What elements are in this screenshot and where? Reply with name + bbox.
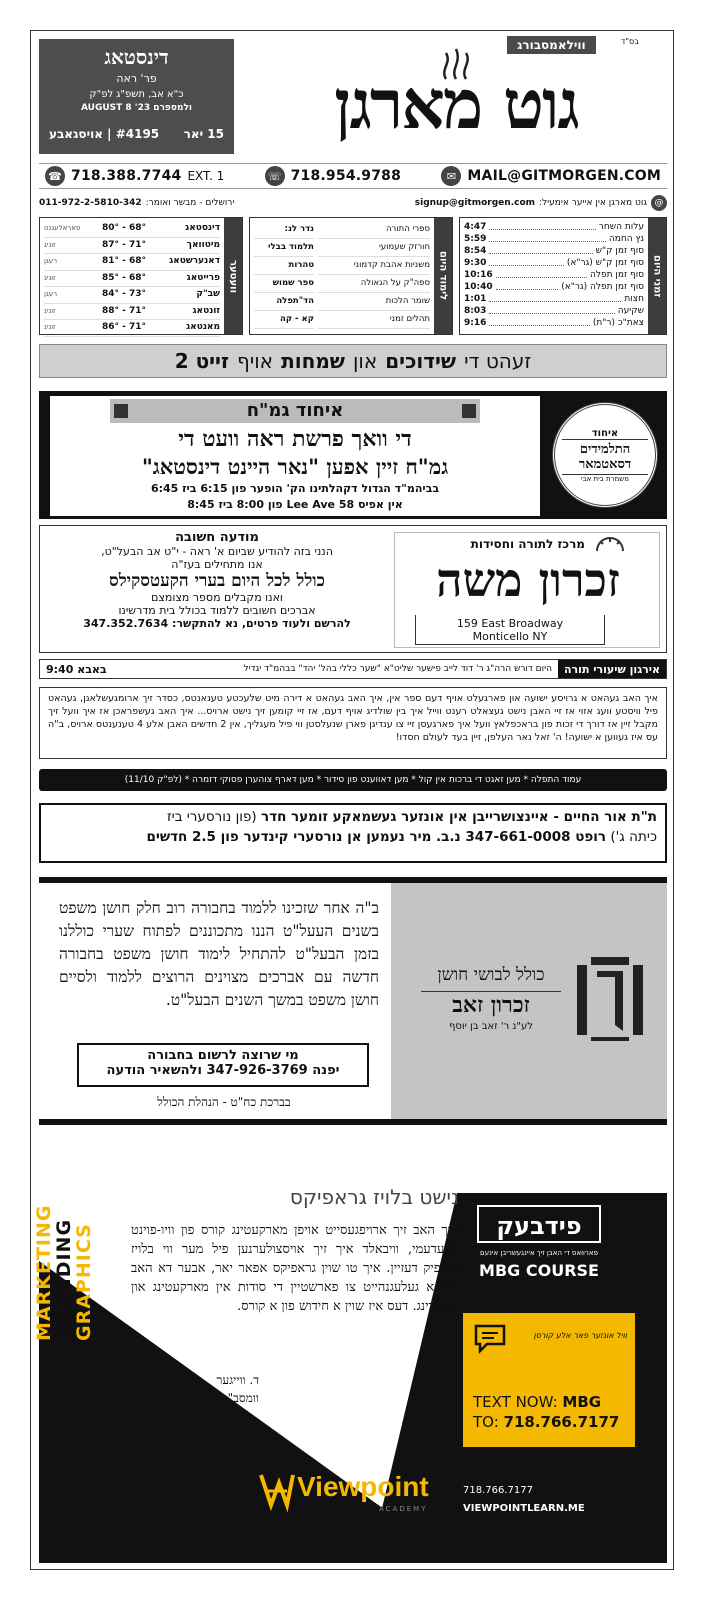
shiur-bar xyxy=(39,659,667,679)
issue-number: #4195 | אויסגאבע xyxy=(49,127,160,141)
zmanim-row xyxy=(464,233,644,245)
zm-address2: Monticello NY xyxy=(472,630,548,643)
weather-row xyxy=(44,254,220,271)
zmanim-time: 8:54 xyxy=(464,246,487,256)
zm-address1: 159 East Broadway xyxy=(456,617,564,630)
daycare-ad xyxy=(39,803,667,863)
gemach-title-bar xyxy=(110,399,480,423)
weather-row xyxy=(44,238,220,255)
zmanim-dots xyxy=(489,305,614,314)
chat-bubble-icon xyxy=(473,1323,507,1353)
jerusalem-group xyxy=(39,198,234,208)
zmanim-time: 9:30 xyxy=(464,258,487,268)
signup-label: גוט מארגן אין אייער אימעיל: xyxy=(539,198,647,208)
daycare-line2-a: כיתה ג') xyxy=(610,829,657,845)
zm-text3: ואנו מקבלים מספר מצומצם xyxy=(151,591,283,604)
omer-count: 15 יאר xyxy=(183,127,224,141)
zmanim-row xyxy=(464,293,644,305)
zm-address-box xyxy=(415,615,605,645)
jerusalem-label: ירושלים - מבשר ואומר: xyxy=(145,198,235,208)
choshen-box1: מי שרוצה לרשום בחבורה xyxy=(147,1048,299,1063)
viewpoint-logo-icon xyxy=(259,1473,295,1507)
banner-mid: און xyxy=(352,349,378,373)
limud-left-item: טהרות xyxy=(254,257,314,275)
vp-footer-site[interactable]: VIEWPOINTLEARN.ME xyxy=(463,1503,585,1514)
zmanim-row xyxy=(464,269,644,281)
weather-row xyxy=(44,287,220,304)
gemach-ad xyxy=(39,391,667,519)
story-text: איך האב געהאט א גרויסע ישועה און פארגעלט אויף דעם ספר אין, איך האב געהאט א דירה מיט שלעכטע טענאנטס, כסדר זיך ארומגעשלאגן, געהאט פיל וויסטע וועג אזוי אז זיי האבן נישט געצאלט רענט ווייל איך בין שולדיג אויף דעם, אז זיי קומען זיך נישט ארויס... איך האב געשפראכן אז איך וועל זיך מקבל זיין אז דורך די זכות פון בראכפלאץ וועל איך פארגעסן זיי צו ענדיגן פארן שנעלסטן ווי פיל מעגליך, אין 2 חדשים האבן אלע 4 טענענטס ארויס, ב"ה עס איז געווען א ישועה! ה' זאל נאר העלפן, זיין בעד לעולם חסדו! xyxy=(48,693,658,743)
zmanim-label: שקיעה xyxy=(617,306,644,316)
weather-table xyxy=(39,217,243,335)
banner-word2: שמחות xyxy=(281,349,345,373)
to-phone[interactable]: 718.766.7177 xyxy=(503,1413,620,1431)
vp-headline: נישט בלויז גראפיקס xyxy=(289,1185,459,1209)
weather-day: שב"ק xyxy=(196,289,220,299)
weather-day: מאנטאג xyxy=(186,322,220,332)
zmanim-table xyxy=(459,217,667,335)
weather-temp: 80° - 68° xyxy=(101,223,147,233)
shidduchim-banner[interactable] xyxy=(39,344,667,378)
zmanim-label: סוף זמן ק"ש (גר"א) xyxy=(566,258,644,268)
banner-word1: שידוכים xyxy=(385,349,457,373)
phone1[interactable]: 718.388.7744 xyxy=(71,168,182,184)
contact-bar xyxy=(39,163,667,189)
weather-cond: רעגן xyxy=(44,290,58,298)
limud-cols xyxy=(250,218,434,334)
gemach-line3: בביהמ"ד הגדול דקהלתינו הק' הופער פון 6:15 ביז 6:45 xyxy=(150,482,440,495)
weather-tab: וועטער xyxy=(224,218,242,334)
issue-line xyxy=(49,127,224,141)
limud-right-item: תהלים זמני xyxy=(318,311,430,329)
text-now-line xyxy=(473,1393,601,1411)
vertical-branding: BRANDING xyxy=(53,1218,75,1341)
weather-row xyxy=(44,304,220,321)
zmanim-row xyxy=(464,305,644,317)
fax-icon: ☏ xyxy=(265,166,285,186)
limud-left-col xyxy=(254,221,314,331)
zmanim-time: 1:01 xyxy=(464,294,487,304)
daycare-line1-b: (פון נורסערי ביז xyxy=(167,809,257,825)
viewpoint-brand: Viewpoint xyxy=(297,1471,429,1502)
seal-top: איחוד xyxy=(591,427,619,439)
zmanim-row xyxy=(464,245,644,257)
amud-bar xyxy=(39,769,667,791)
weather-cond: זוניג xyxy=(44,273,56,282)
parsha-name: פר' ראה xyxy=(116,72,157,85)
weather-cond: זוניג xyxy=(44,240,56,249)
vp-signer2: וומסב"ג xyxy=(223,1391,259,1405)
zmanim-dots xyxy=(489,245,592,254)
limud-left-item: נדר לנ: xyxy=(254,221,314,239)
limud-left-item: קא - קה xyxy=(254,311,314,329)
vertical-graphics: GRAPHICS xyxy=(73,1223,95,1341)
zmanim-dots xyxy=(489,221,595,230)
zm-notice xyxy=(46,530,388,648)
zmanim-dots xyxy=(489,257,563,266)
zmanim-time: 5:59 xyxy=(464,234,487,244)
weather-day: פרייטאג xyxy=(186,272,220,283)
weather-row xyxy=(44,320,220,337)
choshen-logo-text: כולל לבושי חושן xyxy=(437,965,545,985)
zmanim-row xyxy=(464,221,644,233)
gemach-line1: די וואך פרשת ראה וועט די xyxy=(178,426,412,452)
zm-logo-panel xyxy=(394,532,660,648)
zmanim-dots xyxy=(489,317,589,326)
zm-org-name: זכרון משה xyxy=(436,553,620,607)
weather-cond: פאראלעגנט xyxy=(44,224,81,232)
choshen-box2: יפנה 347-926-3769 ולהשאיר הודעה xyxy=(106,1063,340,1078)
choshen-logo-name: זכרון זאב xyxy=(421,991,561,1018)
feedback-sub: פארוואס די האבן זיך איינגעשריבן אינעם xyxy=(480,1249,598,1257)
limud-right-item: ספה"ק על הגאולה xyxy=(318,275,430,293)
limud-table xyxy=(249,217,453,335)
seal-bottom: משמרת בית אבי xyxy=(581,474,629,483)
weather-temp: 81° - 68° xyxy=(101,256,147,266)
mail-circle-icon: @ xyxy=(651,195,667,211)
title-square-right xyxy=(462,404,476,418)
zmanim-dots xyxy=(496,269,587,278)
weather-temp: 86° - 71° xyxy=(101,322,147,332)
gemach-line2: גמ"ח זיין אפען "נאר היינט דינסטאג" xyxy=(141,454,449,479)
limud-tab: לימוד היום xyxy=(434,218,452,334)
banner-pre: זעהט די xyxy=(464,349,532,373)
limud-left-item: תלמוד בבלי xyxy=(254,239,314,257)
text-now-code: MBG xyxy=(562,1393,602,1411)
book-pillars-icon xyxy=(575,955,645,1045)
weather-list xyxy=(40,218,224,334)
vp-body: איך האב זיך ארויפגעסייט אויפן מארקעטינג קורס פון וויו-פוינט אקעדעמי, וויבאלד איך זיך אויסצולערנען פיל מער ווי בלויז גראפיק דעזיין. איך טו שוין גראפיקס אפאר יאר, אבער דא האב איך א געלעגנהייט צו פארשטיין די סודות אין מארקעטינג און ברענדינג. דעס איז שוין א חידוש פון א קורס. xyxy=(131,1223,459,1314)
story-box xyxy=(39,687,667,759)
masthead-title: גוט מארגן xyxy=(334,65,578,145)
banner-post: אויף xyxy=(236,349,274,373)
date-block xyxy=(39,39,234,154)
vp-footer-phone[interactable]: 718.766.7177 xyxy=(463,1485,533,1496)
weather-temp: 88° - 71° xyxy=(101,305,147,316)
day-name: דינסטאג xyxy=(104,45,169,69)
weather-row xyxy=(44,271,220,288)
phone2-group xyxy=(265,166,401,186)
satmar-seal xyxy=(552,402,658,508)
weather-cond: זוניג xyxy=(44,306,56,315)
zm-highlight: כולל לכל היום בערי הקעטסקילס xyxy=(109,571,325,591)
weather-day: דאנערשטאג xyxy=(169,256,220,266)
zmanim-label: סוף זמן תפלה xyxy=(590,270,644,280)
jerusalem-phone[interactable]: 011-972-2-5810-342 xyxy=(39,198,142,208)
daycare-line1-a: ת"ת אור החיים - איינצושרייבן אין אונזער געשמאקע זומער חדר xyxy=(261,809,657,825)
viewpoint-brand-sub: ACADEMY xyxy=(379,1505,428,1513)
zmanim-label: צאת"כ (ר"ת) xyxy=(592,318,644,328)
zm-text2: אנו מתחילים בעז"ה xyxy=(171,558,263,571)
gemach-line4: אין אפיס 58 Lee Ave פון 8:00 ביז 8:45 xyxy=(187,498,403,511)
shiur-time: באבא 9:40 xyxy=(46,662,107,676)
zmanim-time: 4:47 xyxy=(464,222,487,232)
choshen-para: ב"ה אחר שזכינו ללמוד בחבורה רוב חלק חושן משפט בשנים העעל"ט הננו מתכוננים לפתוח שערי כוללנו בזמן הבעל"ט להתחיל לימוד חושן משפט בחבורה חדשה עם אברכים מצוינים הרוצים ללמוד ולסיים חושן משפט במשך השנים הבעל"ט. xyxy=(59,899,379,1009)
limud-right-item: חורזק שעמועי xyxy=(318,239,430,257)
location-badge: ווילאמסבורג xyxy=(507,36,596,54)
zmanim-time: 8:03 xyxy=(464,306,487,316)
signup-email[interactable]: signup@gitmorgen.com xyxy=(414,198,536,208)
zmanim-time: 10:40 xyxy=(464,282,493,292)
zmanim-row xyxy=(464,281,644,293)
limud-right-item: שומר הלכות xyxy=(318,293,430,311)
phone1-group xyxy=(45,166,224,186)
email-group xyxy=(441,166,661,186)
limud-left-item: הד"תפלה xyxy=(254,293,314,311)
newsletter-page xyxy=(30,30,674,1570)
hebrew-date: כ"א אב, תשפ"ג לפ"ק xyxy=(89,89,184,100)
zmanim-label: סוף זמן ק"ש xyxy=(595,246,644,256)
zmanim-list xyxy=(460,218,648,334)
email-icon: ✉ xyxy=(441,166,461,186)
seal-main: התלמידים דסאטמאר xyxy=(562,439,648,475)
limud-right-col xyxy=(318,221,430,331)
to-line xyxy=(473,1413,619,1431)
choshen-ad xyxy=(39,877,667,1125)
limud-right-item: משניות אהבת קדמוני xyxy=(318,257,430,275)
phone2[interactable]: 718.954.9788 xyxy=(290,168,402,184)
zmanim-tab: זמני היום xyxy=(648,218,666,334)
zm-text1: הנני בזה להודיע שביום א' ראה - י"ט אב הבעל"ט, xyxy=(101,545,333,558)
zmanim-label: נץ החמה xyxy=(608,234,644,244)
weather-temp: 85° - 68° xyxy=(101,272,147,283)
zmanim-time: 9:16 xyxy=(464,318,487,328)
bubble-text: וויל אונזער פאר אלע קורסן xyxy=(533,1331,627,1340)
viewpoint-ad xyxy=(33,1141,667,1563)
email-address[interactable]: MAIL@GITMORGEN.COM xyxy=(467,168,661,184)
daycare-line2 xyxy=(49,829,657,845)
vertical-marketing: MARKETING xyxy=(33,1204,55,1341)
zmanim-dots xyxy=(489,293,621,302)
weather-day: דינסטאג xyxy=(185,223,220,233)
bsd-label: בס"ד xyxy=(621,37,639,46)
gemach-text-panel xyxy=(50,396,540,516)
shiur-text: היום דורש הרה"ג ר' דוד לייב פישער שליט"א "שער כללי בהל' יהד" בבהמ"ד יגדיל xyxy=(243,664,552,674)
choshen-logo-sub: לע"נ ר' זאב בן יוסף xyxy=(449,1021,533,1032)
phone1-ext: EXT. 1 xyxy=(187,169,225,183)
to-label: TO: xyxy=(473,1413,499,1431)
zm-text4: אברכים חשובים ללמוד בכולל בית מדרשינו xyxy=(118,604,316,617)
choshen-sign: בברכת כח"ט - הנהלת הכולל xyxy=(157,1095,291,1109)
phone-icon: ☎ xyxy=(45,166,65,186)
subheader-bar xyxy=(39,193,667,213)
vp-signer1: ד. ווייגער xyxy=(216,1373,259,1387)
zm-org-top: מרכז לתורה וחסידות xyxy=(470,537,585,551)
mbg-course: MBG COURSE xyxy=(479,1261,599,1280)
gemach-title: איחוד גמ"ח xyxy=(246,400,344,421)
banner-page: זייט 2 xyxy=(174,349,229,373)
zmanim-row xyxy=(464,317,644,329)
title-square-left xyxy=(114,404,128,418)
signup-group xyxy=(415,195,667,211)
text-now-panel[interactable] xyxy=(463,1313,635,1447)
weather-row xyxy=(44,221,220,238)
text-now-label: TEXT NOW: xyxy=(473,1393,558,1411)
amud-text: עמוד התפלה * מען זאגט די ברכות אין קול * מען דאווענט פון סידור * מען דארף צוהערן פסוקי דזמרה * (לפ"ק 11/10) xyxy=(124,775,582,785)
zm-notice-title: מודעה חשובה xyxy=(175,530,259,545)
daycare-line1 xyxy=(49,809,657,825)
zmanim-label: חצות xyxy=(624,294,644,304)
weather-temp: 87° - 71° xyxy=(101,239,147,250)
weather-temp: 84° - 73° xyxy=(101,289,147,299)
zmanim-dots xyxy=(489,233,606,242)
shiur-label: אירגון שיעורי תורה xyxy=(558,660,666,678)
masthead-logo xyxy=(246,41,666,156)
limud-left-item: ספר שמוש xyxy=(254,275,314,293)
daycare-line2-b[interactable]: רופט 347-661-0008 נ.ב. מיר נעמען אן נורסערי קינדער פון 2.5 חדשים xyxy=(146,829,607,845)
zmanim-label: סוף זמן תפלה (גר"א) xyxy=(561,282,644,292)
zmanim-row xyxy=(464,257,644,269)
feedback-badge: פידבעק xyxy=(477,1205,601,1243)
zmanim-label: עלות השחר xyxy=(598,222,644,232)
weather-cond: רעגן xyxy=(44,257,58,265)
zmanim-dots xyxy=(496,281,559,290)
weather-cond: זוניג xyxy=(44,323,56,331)
choshen-contact-box[interactable] xyxy=(77,1043,369,1087)
limud-right-item: ספרי התורה xyxy=(318,221,430,239)
weather-day: זונטאג xyxy=(192,305,220,316)
zmanim-time: 10:16 xyxy=(464,270,493,280)
weather-day: מיטוואך xyxy=(186,239,220,250)
choshen-logo-panel xyxy=(391,883,667,1119)
zm-contact[interactable]: להרשם ולעוד פרטים, נא להתקשר: 347.352.7634 xyxy=(83,617,351,630)
zichron-moshe-ad xyxy=(39,525,667,653)
english-date: AUGUST 8 '23 ולמספרם xyxy=(80,103,193,113)
